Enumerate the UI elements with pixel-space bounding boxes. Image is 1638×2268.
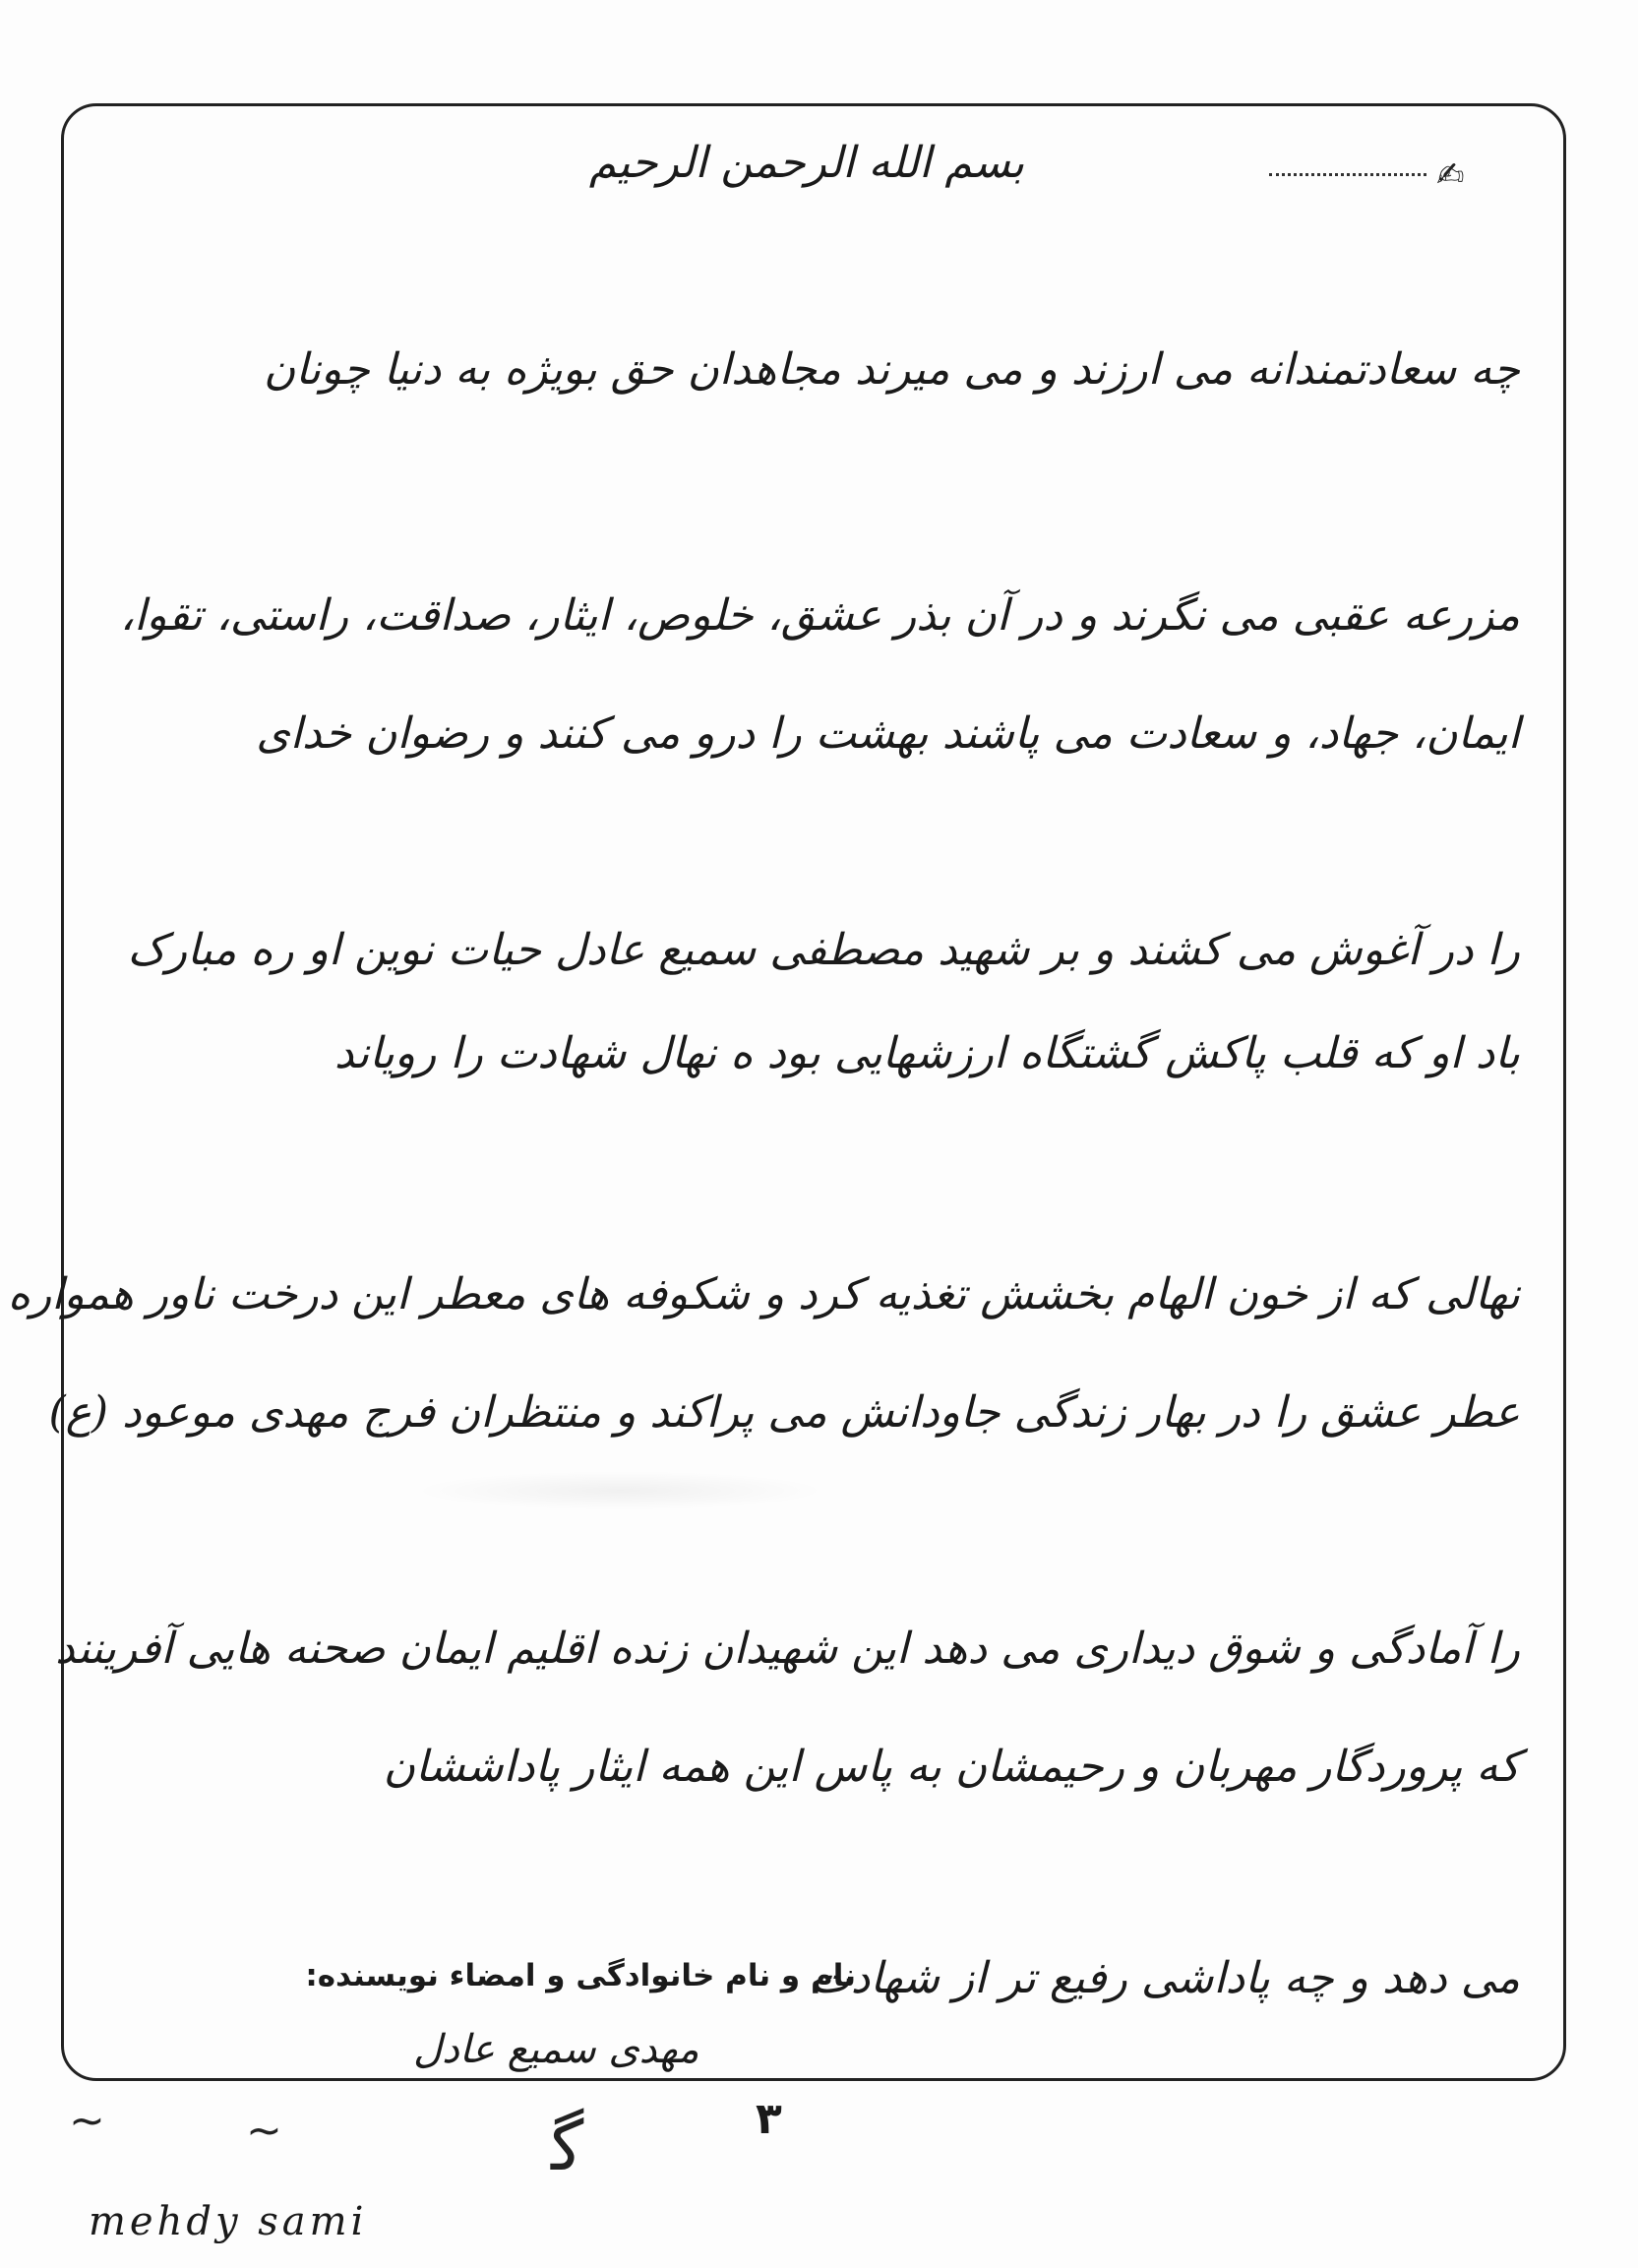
pen-icon: ✍ [1436, 155, 1465, 195]
signature-name: مهدی سمیع عادل [413, 2027, 699, 2072]
signature-scrawl: ﮔ [551, 2106, 584, 2186]
signature-label: نام و نام خانوادگی و امضاء نویسنده: [305, 1958, 856, 1993]
text-line-3: ایمان، جهاد، و سعادت می پاشند بهشت را درو می کنند و رضوان خدای [256, 708, 1520, 759]
page-number: ۳ [756, 2094, 782, 2144]
text-line-2: مزرعه عقبی می نگرند و در آن بذر عشق، خلوص، ایثار، صداقت، راستی، تقوا، [119, 590, 1520, 641]
signature-latin: mehdy sami [89, 2199, 368, 2244]
text-line-5: باد او که قلب پاکش گشتگاه ارزشهایی بود ه نهال شهادت را رویاند [334, 1028, 1520, 1078]
text-line-9: که پروردگار مهربان و رحیمشان به پاس این همه ایثار پاداششان [383, 1742, 1520, 1792]
text-line-7: عطر عشق را در بهار زندگی جاودانش می پراکند و منتظران فرج مهدی موعود (ع) [48, 1387, 1520, 1438]
text-line-8: را آمادگی و شوق دیداری می دهد این شهیدان زنده اقلیم ایمان صحنه هایی آفرینند [55, 1624, 1520, 1674]
text-line-6: نهالی که از خون الهام بخشش تغذیه کرد و شکوفه های معطر این درخت ناور همواره [7, 1269, 1520, 1319]
handwritten-scribble: ~ [246, 2106, 282, 2156]
handwritten-scribble: ~ [69, 2096, 105, 2146]
text-line-4: را در آغوش می کشند و بر شهید مصطفی سمیع عادل حیات نوین او ره مبارک [127, 925, 1520, 975]
paper-smudge [413, 1471, 826, 1510]
page-heading: بسم الله الرحمن الرحیم [588, 138, 1025, 188]
text-line-1: چه سعادتمندانه می ارزند و می میرند مجاهدان حق بویژه به دنیا چونان [263, 344, 1520, 395]
text-line-10: می دهد و چه پاداشی رفیع تر از شهادت [810, 1953, 1520, 2003]
dotted-name-line [1269, 167, 1426, 176]
